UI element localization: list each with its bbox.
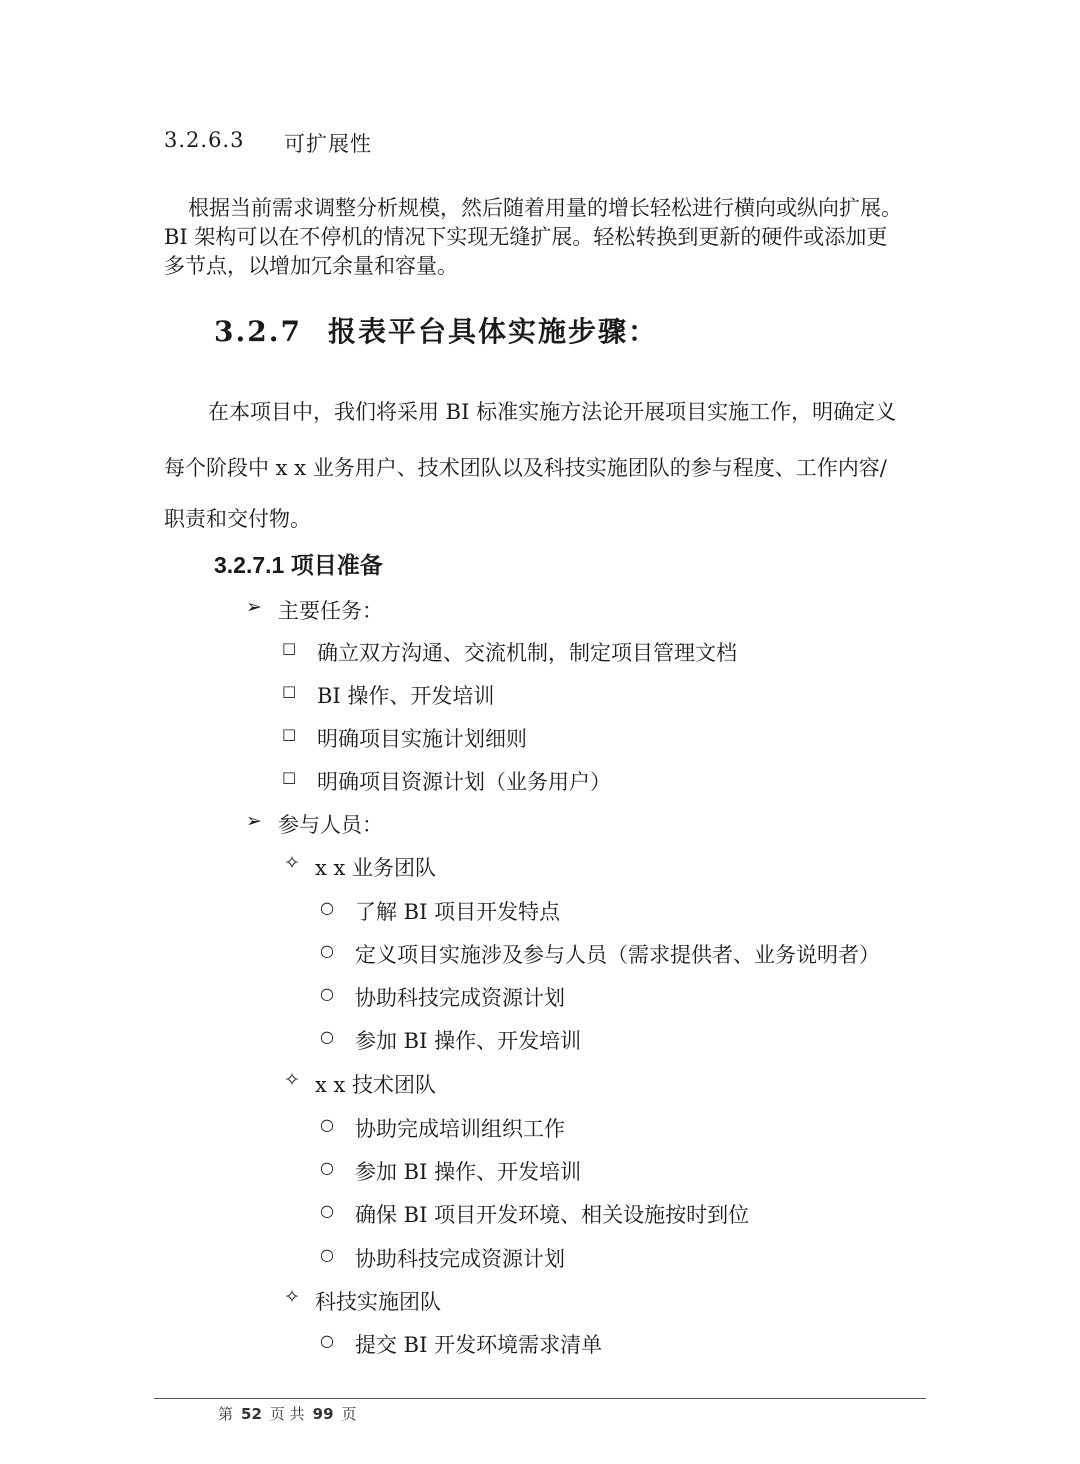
page-number: 52	[241, 1405, 262, 1423]
list-label: 参与人员：	[278, 813, 383, 837]
square-bullet-icon: □	[282, 682, 297, 700]
diamond-bullet-icon: ✧	[284, 1069, 300, 1091]
square-bullet-icon: □	[282, 768, 297, 786]
square-bullet-icon: □	[282, 725, 297, 743]
group-name: x x 技术团队	[315, 1073, 437, 1097]
arrow-bullet-icon: ➢	[246, 596, 262, 618]
paragraph-line: 多节点，以增加冗余量和容量。	[164, 254, 458, 278]
paragraph-line: 职责和交付物。	[164, 507, 311, 531]
section-327-heading	[214, 310, 658, 350]
section-title: 可扩展性	[284, 132, 372, 156]
footer-text: 第	[218, 1405, 234, 1423]
list-item-text: 协助完成培训组织工作	[355, 1117, 565, 1141]
list-item-text: 协助科技完成资源计划	[355, 986, 565, 1010]
section-number: 3.2.7	[214, 315, 302, 348]
circle-bullet-icon: ○	[320, 1115, 334, 1134]
section-3271-heading	[214, 547, 383, 580]
circle-bullet-icon: ○	[320, 1201, 334, 1220]
diamond-bullet-icon: ✧	[284, 852, 300, 874]
list-item-text: 参加 BI 操作、开发培训	[355, 1029, 582, 1053]
circle-bullet-icon: ○	[320, 1245, 334, 1264]
footer-divider	[154, 1398, 926, 1399]
section-number: 3.2.6.3	[164, 128, 245, 152]
diamond-bullet-icon: ✧	[284, 1286, 300, 1308]
paragraph-line: 每个阶段中 x x 业务用户、技术团队以及科技实施团队的参与程度、工作内容/	[164, 456, 887, 480]
circle-bullet-icon: ○	[320, 941, 334, 960]
section-3263-heading	[164, 128, 372, 156]
paragraph-line: BI 架构可以在不停机的情况下实现无缝扩展。轻松转换到更新的硬件或添加更	[164, 225, 888, 249]
group-name: 科技实施团队	[315, 1290, 441, 1314]
circle-bullet-icon: ○	[320, 1027, 334, 1046]
list-item-text: 确立双方沟通、交流机制，制定项目管理文档	[317, 641, 737, 665]
list-item-text: 提交 BI 开发环境需求清单	[355, 1333, 603, 1357]
paragraph-line: 在本项目中，我们将采用 BI 标准实施方法论开展项目实施工作，明确定义	[208, 400, 897, 424]
list-item-text: BI 操作、开发培训	[317, 684, 495, 708]
list-item-text: 明确项目实施计划细则	[317, 727, 527, 751]
footer-text: 页	[341, 1405, 357, 1423]
circle-bullet-icon: ○	[320, 1331, 334, 1350]
paragraph-line: 根据当前需求调整分析规模，然后随着用量的增长轻松进行横向或纵向扩展。	[188, 196, 902, 220]
section-title: 项目准备	[290, 552, 383, 579]
list-item-text: 参加 BI 操作、开发培训	[355, 1160, 582, 1184]
total-pages: 99	[312, 1405, 334, 1423]
page-footer	[218, 1403, 357, 1424]
section-title: 报表平台具体实施步骤：	[327, 315, 658, 348]
circle-bullet-icon: ○	[320, 898, 334, 917]
list-item-text: 确保 BI 项目开发环境、相关设施按时到位	[355, 1203, 750, 1227]
list-item-text: 了解 BI 项目开发特点	[355, 900, 561, 924]
list-item-text: 定义项目实施涉及参与人员（需求提供者、业务说明者）	[355, 943, 880, 967]
list-item-text: 明确项目资源计划（业务用户）	[317, 770, 611, 794]
footer-text: 页 共	[269, 1405, 305, 1423]
circle-bullet-icon: ○	[320, 1158, 334, 1177]
square-bullet-icon: □	[282, 639, 297, 657]
group-name: x x 业务团队	[315, 856, 437, 880]
arrow-bullet-icon: ➢	[246, 810, 262, 832]
list-item-text: 协助科技完成资源计划	[355, 1247, 565, 1271]
list-label: 主要任务：	[278, 599, 383, 623]
circle-bullet-icon: ○	[320, 984, 334, 1003]
section-number: 3.2.7.1	[214, 552, 285, 578]
